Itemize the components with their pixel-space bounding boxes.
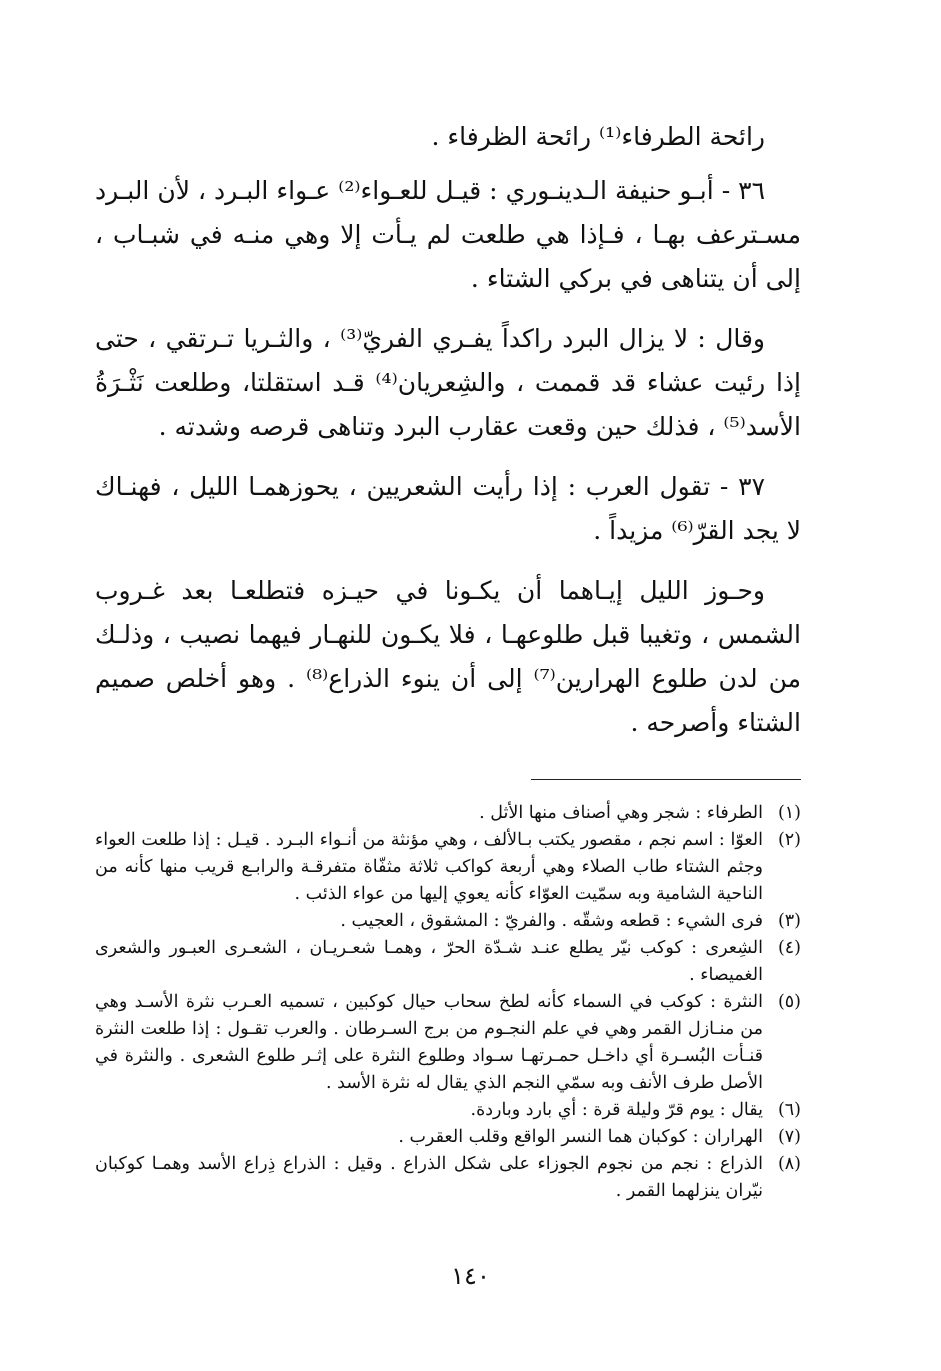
main-text (95, 115, 801, 745)
footnote-text: يقال : يوم قرّ وليلة قرة : أي بارد وباردة. (470, 1100, 763, 1120)
footnote-number: (٢) (777, 830, 801, 850)
paragraph: وحـوز الليل إيـاهما أن يكـونا في حيـزه فتطلعـا بعد غـروب الشمس ، وتغيبا قبل طلوعهـا ، فلا يكـون للنهـار فيهما نصيب ، وذلـك من لدن طلوع الهرارين⁽⁷⁾ إلى أن ينوء الذراع⁽⁸⁾ . وهو أخلص صميم الشتاء وأصرحه . (95, 576, 801, 737)
footnote-text: فرى الشيء : قطعه وشقّه . والفريّ : المشقوق ، العجيب . (340, 911, 763, 931)
footnote (95, 827, 801, 908)
footnote-text: الطرفاء : شجر وهي أصناف منها الأثل . (479, 803, 763, 823)
footnote (95, 1124, 801, 1151)
paragraph: ٣٧ - تقول العرب : إذا رأيت الشعريين ، يحوزهمـا الليل ، فهنـاك لا يجد القرّ⁽⁶⁾ مزيداً . (95, 472, 801, 545)
page-number: ١٤٠ (451, 1262, 490, 1290)
footnote-number: (١) (777, 803, 801, 823)
page (95, 115, 801, 1205)
paragraph: ٣٦ - أبـو حنيفة الـدينـوري : قيـل للعـواء⁽²⁾ عـواء البـرد ، لأن البـرد مسـترعف بهـا ، فـإذا هي طلعت لم يـأت إلا وهي منـه في شبـاب ، إلى أن يتناهى في بركي الشتاء . (95, 176, 801, 293)
paragraph: رائحة الطرفاء⁽¹⁾ رائحة الظرفاء . (431, 122, 765, 151)
footnote-number: (٦) (777, 1100, 801, 1120)
footnote (95, 989, 801, 1097)
footnote-number: (٥) (777, 992, 801, 1012)
footnote (95, 1097, 801, 1124)
footnote (95, 800, 801, 827)
footnote-number: (٨) (777, 1154, 801, 1174)
footnote-number: (٧) (777, 1127, 801, 1147)
footnote (95, 1151, 801, 1205)
footnotes (95, 800, 801, 1205)
footnote-text: الشِعرى : كوكب نيّر يطلع عنـد شـدّة الحرّ ، وهمـا شعـريـان ، الشعـرى العبـور والشعرى الغميصاء . (95, 938, 763, 985)
footnote (95, 908, 801, 935)
footnote (95, 935, 801, 989)
footnote-text: الذراع : نجم من نجوم الجوزاء على شكل الذراع . وقيل : الذراع ذِراع الأسد وهمـا كوكبان نيّران ينزلهما القمر . (95, 1154, 763, 1201)
footnote-number: (٣) (777, 911, 801, 931)
footnote-text: العوّا : اسم نجم ، مقصور يكتب بـالألف ، وهي مؤنثة من أنـواء البـرد . قيـل : إذا طلعت العواء وجثم الشتاء طاب الصلاء وهي أربعة كواكب ثلاثة مثفّاة متفرقـة والرابـع قريب منها كأنه من الناحية الشامية وبه سمّيت العوّاء كأنه يعوي إليها من عواء الذئب . (95, 830, 763, 904)
paragraph: وقال : لا يزال البرد راكداً يفـري الفريّ⁽³⁾ ، والثـريا تـرتقي ، حتى إذا رئيت عشاء قد قممت ، والشِعريان⁽⁴⁾ قـد استقلتا، وطلعت نَثْـرَةُ الأسد⁽⁵⁾ ، فذلك حين وقعت عقارب البرد وتناهى قرصه وشدته . (95, 324, 801, 441)
footnote-number: (٤) (777, 938, 801, 958)
footnote-divider (531, 779, 801, 780)
footnote-text: الهراران : كوكبان هما النسر الواقع وقلب العقرب . (398, 1127, 763, 1147)
footnote-text: النثرة : كوكب في السماء كأنه لطخ سحاب حيال كوكبين ، تسميه العـرب نثرة الأسـد وهي من منـازل القمر وهي في علم النجـوم من برج السـرطان . والعرب تقـول : إذا طلعت النثرة قنـأت البُسـرة أي داخـل حمـرتهـا سـواد وطلوع النثرة على إثـر طلوع الشعرى . والنثرة في الأصل طرف الأنف وبه سمّي النجم الذي يقال له نثرة الأسد . (95, 992, 763, 1093)
